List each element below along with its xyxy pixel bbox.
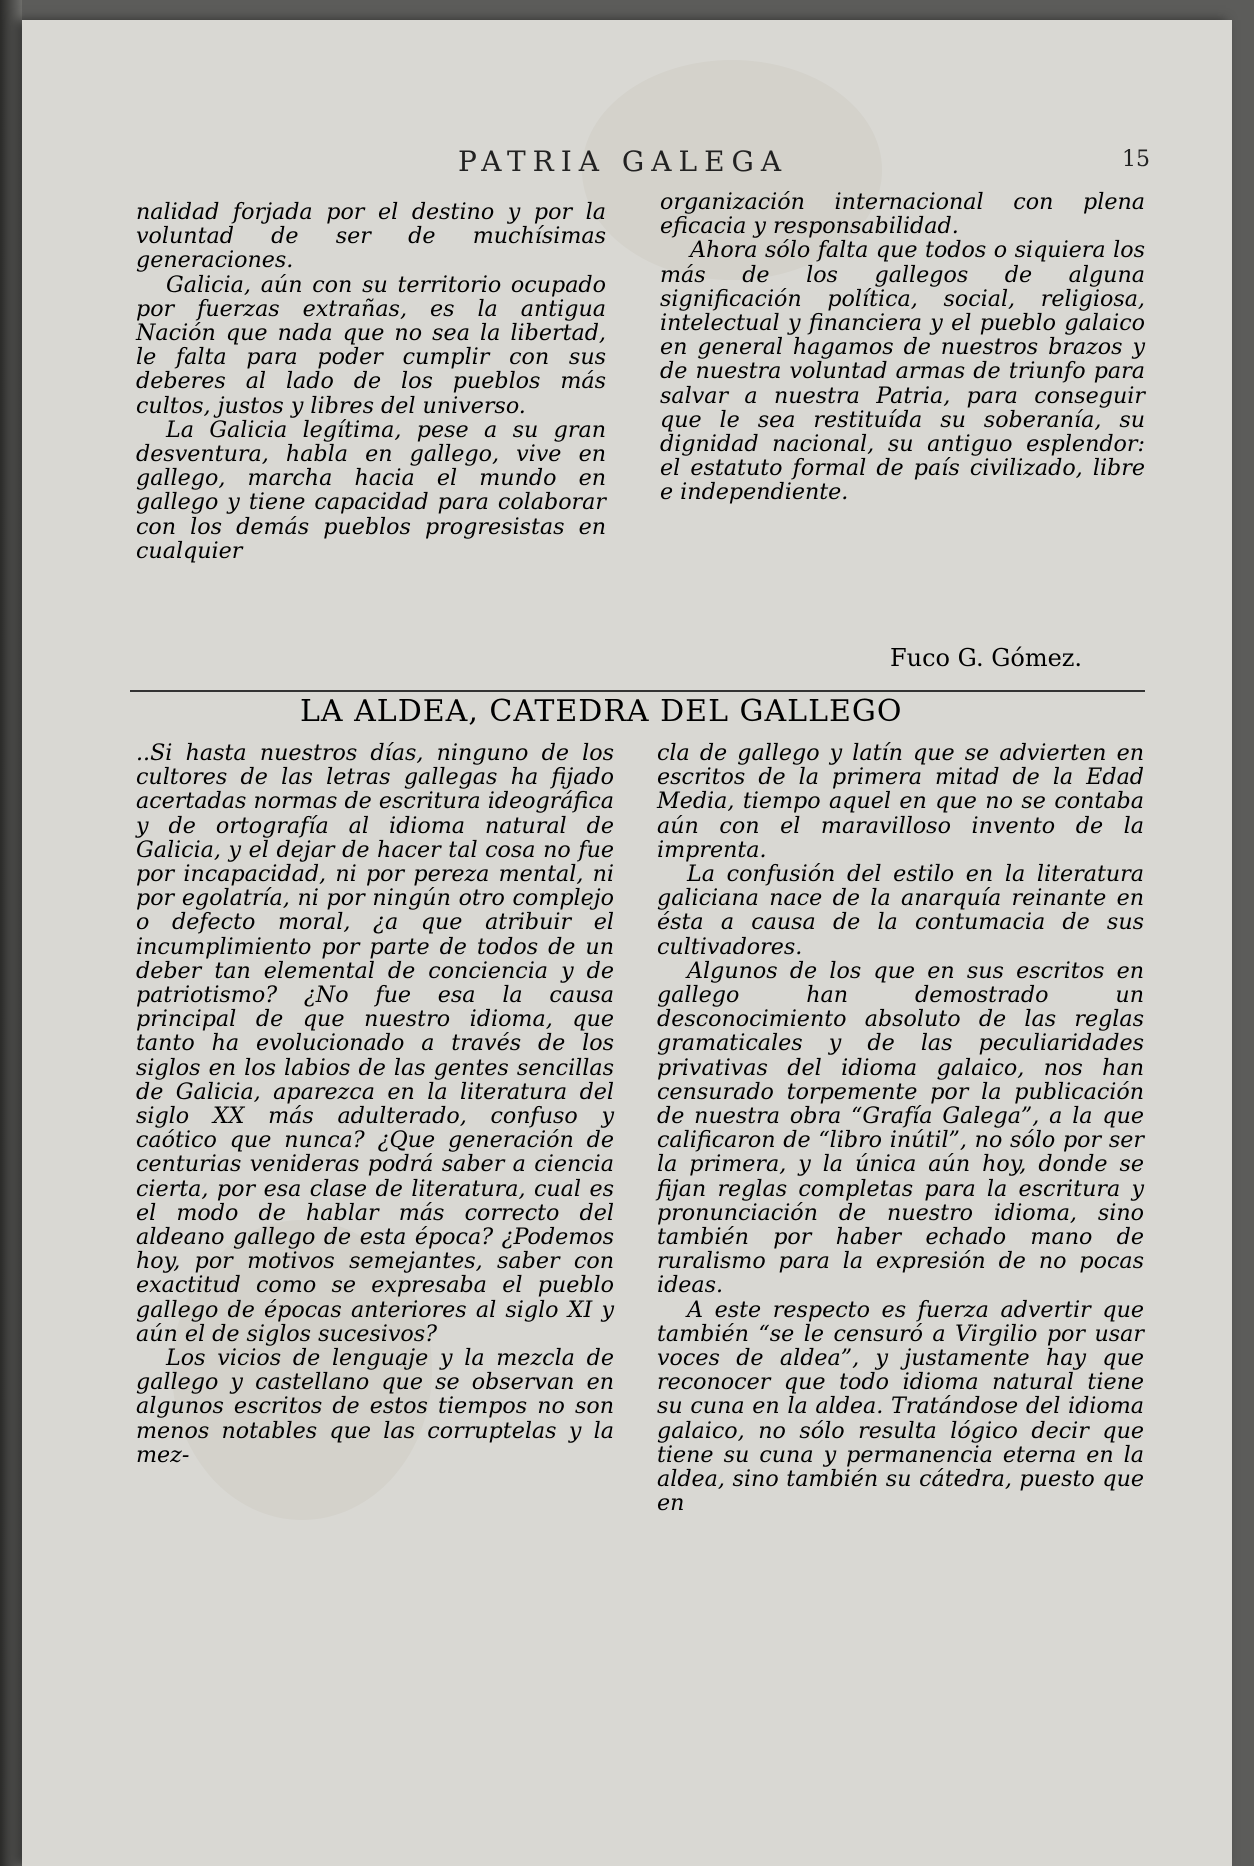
paragraph: Los vicios de lenguaje y la mezcla de gallego y castellano que se observan en algunos escritos de estos tiempos no son menos notables que las corruptelas y la mez- bbox=[136, 1345, 614, 1468]
article1-right-column bbox=[660, 190, 1145, 505]
paragraph: nalidad forjada por el destino y por la voluntad de ser de muchísimas generaciones. bbox=[136, 199, 606, 274]
article1-left-column bbox=[136, 200, 606, 563]
paragraph: ..Si hasta nuestros días, ninguno de los cultores de las letras gallegas ha fijado acertadas normas de escritura ideográfica y de ortografía al idioma natural de Galicia, y el dejar de hacer tal cosa no fue por incapacidad, ni por pereza mental, ni por egolatría, ni por ningún otro complejo o defecto moral, ¿a que atribuir el incumplimiento por parte de todos de un deber tan elemental de conciencia y de patriotismo? ¿No fue esa la causa principal de que nuestro idioma, que tanto ha evolucionado a través de los siglos en los labios de las gentes sencillas de Galicia, aparezca en la literatura del siglo XX más adulterado, confuso y caótico que nunca? ¿Que generación de centurias venideras podrá saber a ciencia cierta, por esa clase de literatura, cual es el modo de hablar más correcto del aldeano gallego de esta época? ¿Podemos hoy, por motivos semejantes, saber con exactitud como se expresaba el pueblo gallego de épocas anteriores al siglo XI y aún el de siglos sucesivos? bbox=[136, 740, 614, 1347]
article2-left-column bbox=[136, 741, 614, 1467]
page-header bbox=[22, 145, 1232, 185]
paragraph: cla de gallego y latín que se advierten en escritos de la primera mitad de la Edad Media, tiempo aquel en que no se contaba aún con el maravilloso invento de la imprenta. bbox=[657, 740, 1144, 863]
paragraph: La confusión del estilo en la literatura galiciana nace de la anarquía reinante en ésta a causa de la contumacia de sus cultivadores. bbox=[657, 861, 1144, 960]
paragraph: Galicia, aún con su territorio ocupado por fuerzas extrañas, es la antigua Nación que nada que no sea la libertad, le falta para poder cumplir con sus deberes al lado de los pueblos más cultos, justos y libres del universo. bbox=[136, 271, 606, 419]
binding-gutter bbox=[0, 0, 22, 1866]
author-signature: Fuco G. Gómez. bbox=[890, 644, 1083, 672]
paragraph: La Galicia legítima, pese a su gran desventura, habla en gallego, vive en gallego, marcha hacia el mundo en gallego y tiene capacidad para colaborar con los demás pueblos progresistas en cualquier bbox=[136, 416, 606, 564]
paragraph: organización internacional con plena eficacia y responsabilidad. bbox=[660, 189, 1145, 240]
paragraph: Ahora sólo falta que todos o siquiera los más de los gallegos de alguna significación política, social, religiosa, intelectual y financiera y el pueblo galaico en general hagamos de nuestros brazos y de nuestra voluntad armas de triunfo para salvar a nuestra Patria, para conseguir que le sea restituída su soberanía, su dignidad nacional, su antiguo esplendor: el estatuto formal de país civilizado, libre e independiente. bbox=[660, 237, 1145, 506]
running-title: PATRIA GALEGA bbox=[458, 145, 789, 178]
paragraph: A este respecto es fuerza advertir que también “se le censuró a Virgilio por usar voces de aldea”, y justamente hay que reconocer que todo idioma natural tiene su cuna en la aldea. Tratándose del idioma galaico, no sólo resulta lógico decir que tiene su cuna y permanencia eterna en la aldea, sino también su cátedra, puesto que en bbox=[657, 1296, 1144, 1517]
paragraph: Algunos de los que en sus escritos en gallego han demostrado un desconocimiento absoluto de las reglas gramaticales y de las peculiaridades privativas del idioma galaico, nos han censurado torpemente por la publicación de nuestra obra “Grafía Galega”, a la que calificaron de “libro inútil”, no sólo por ser la primera, y la única aún hoy, donde se fijan reglas completas para la escritura y pronunciación de nuestro idioma, sino también por haber echado mano de ruralismo para la expresión de no pocas ideas. bbox=[657, 957, 1144, 1299]
section-divider bbox=[130, 690, 1145, 692]
page-number: 15 bbox=[1122, 147, 1150, 172]
article-title: LA ALDEA, CATEDRA DEL GALLEGO bbox=[300, 694, 903, 729]
article2-right-column bbox=[657, 741, 1144, 1516]
